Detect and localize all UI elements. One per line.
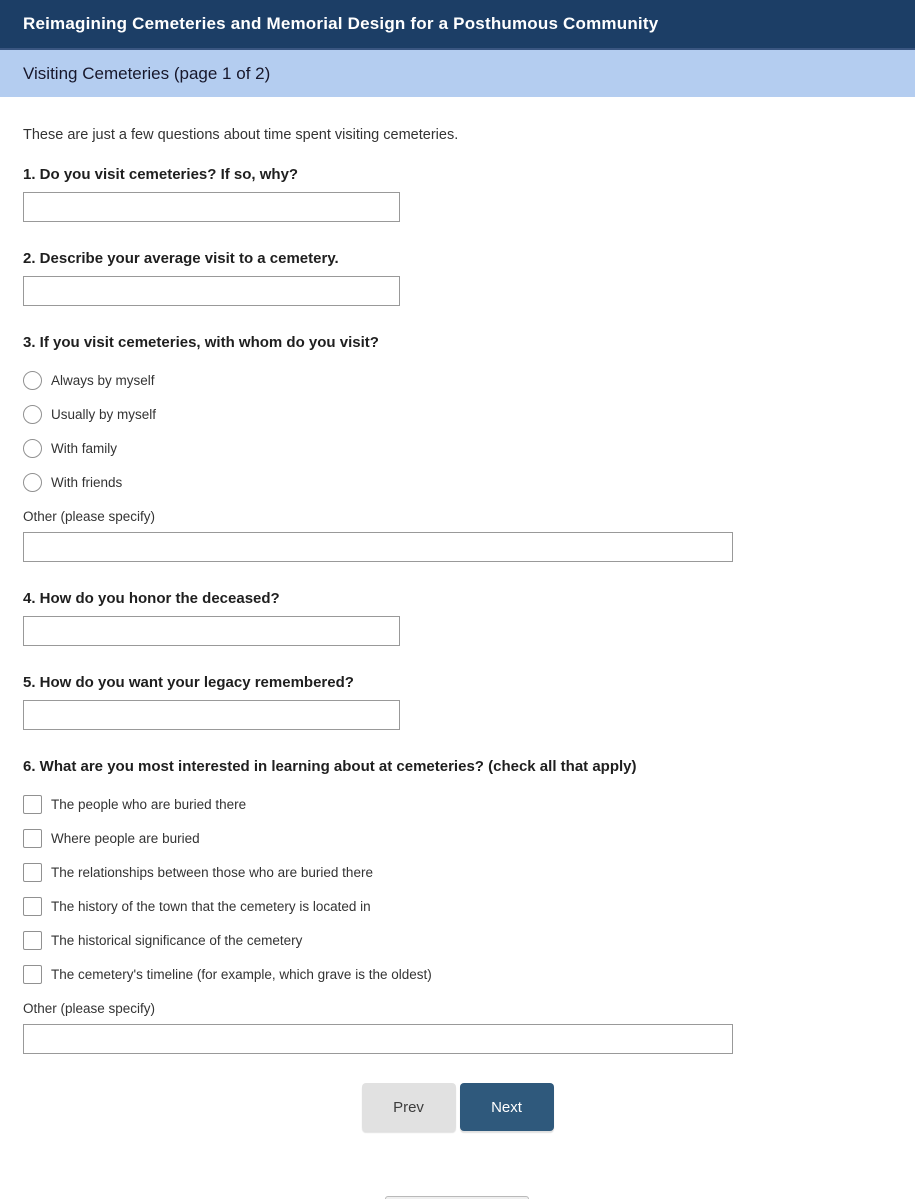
radio-button-icon[interactable] [23,405,42,424]
checkbox-icon[interactable] [23,965,42,984]
checkbox-icon[interactable] [23,897,42,916]
checkbox-option-town-history[interactable] [23,897,892,916]
question-6-other-input[interactable] [23,1024,733,1054]
page-title: Visiting Cemeteries (page 1 of 2) [23,63,271,83]
question-4-label: 4. How do you honor the deceased? [23,590,280,607]
question-1-label: 1. Do you visit cemeteries? If so, why? [23,166,299,183]
checkbox-option-label: The cemetery's timeline (for example, which grave is the oldest) [51,967,432,982]
radio-option-label: With family [51,441,118,456]
radio-option-label: Usually by myself [51,407,157,422]
question-5-input[interactable] [23,700,400,730]
intro-text: These are just a few questions about time spent visiting cemeteries. [23,127,459,143]
question-3-label: 3. If you visit cemeteries, with whom do you visit? [23,334,379,351]
prev-button[interactable]: Prev [362,1083,456,1131]
next-button[interactable]: Next [460,1083,554,1131]
checkbox-option-label: The history of the town that the cemetery is located in [51,899,371,914]
radio-option-with-family[interactable] [23,439,892,458]
page-title-bar [0,50,915,97]
question-1-input[interactable] [23,192,400,222]
nav-button-row [23,1083,892,1131]
survey-title: Reimagining Cemeteries and Memorial Design for a Posthumous Community [23,14,659,33]
question-6-other-label: Other (please specify) [23,1001,156,1016]
checkbox-icon[interactable] [23,931,42,950]
checkbox-option-label: Where people are buried [51,831,200,846]
radio-button-icon[interactable] [23,439,42,458]
radio-button-icon[interactable] [23,371,42,390]
radio-option-label: Always by myself [51,373,155,388]
question-2-label: 2. Describe your average visit to a cemetery. [23,250,339,267]
question-3-other-label: Other (please specify) [23,509,156,524]
question-2-input[interactable] [23,276,400,306]
radio-option-always-by-myself[interactable] [23,371,892,390]
checkbox-option-label: The people who are buried there [51,797,247,812]
checkbox-option-people-buried-there[interactable] [23,795,892,814]
radio-option-with-friends[interactable] [23,473,892,492]
question-4-input[interactable] [23,616,400,646]
checkbox-option-label: The relationships between those who are buried there [51,865,373,880]
checkbox-icon[interactable] [23,863,42,882]
checkbox-icon[interactable] [23,829,42,848]
checkbox-option-label: The historical significance of the cemetery [51,933,303,948]
radio-option-label: With friends [51,475,123,490]
checkbox-option-relationships[interactable] [23,863,892,882]
survey-form [0,127,915,1131]
checkbox-icon[interactable] [23,795,42,814]
radio-option-usually-by-myself[interactable] [23,405,892,424]
question-3-other-input[interactable] [23,532,733,562]
checkbox-option-cemetery-timeline[interactable] [23,965,892,984]
radio-button-icon[interactable] [23,473,42,492]
survey-title-bar [0,0,915,50]
question-6-label: 6. What are you most interested in learning about at cemeteries? (check all that apply) [23,758,637,775]
question-5-label: 5. How do you want your legacy remembered? [23,674,354,691]
checkbox-option-historical-significance[interactable] [23,931,892,950]
checkbox-option-where-people-buried[interactable] [23,829,892,848]
